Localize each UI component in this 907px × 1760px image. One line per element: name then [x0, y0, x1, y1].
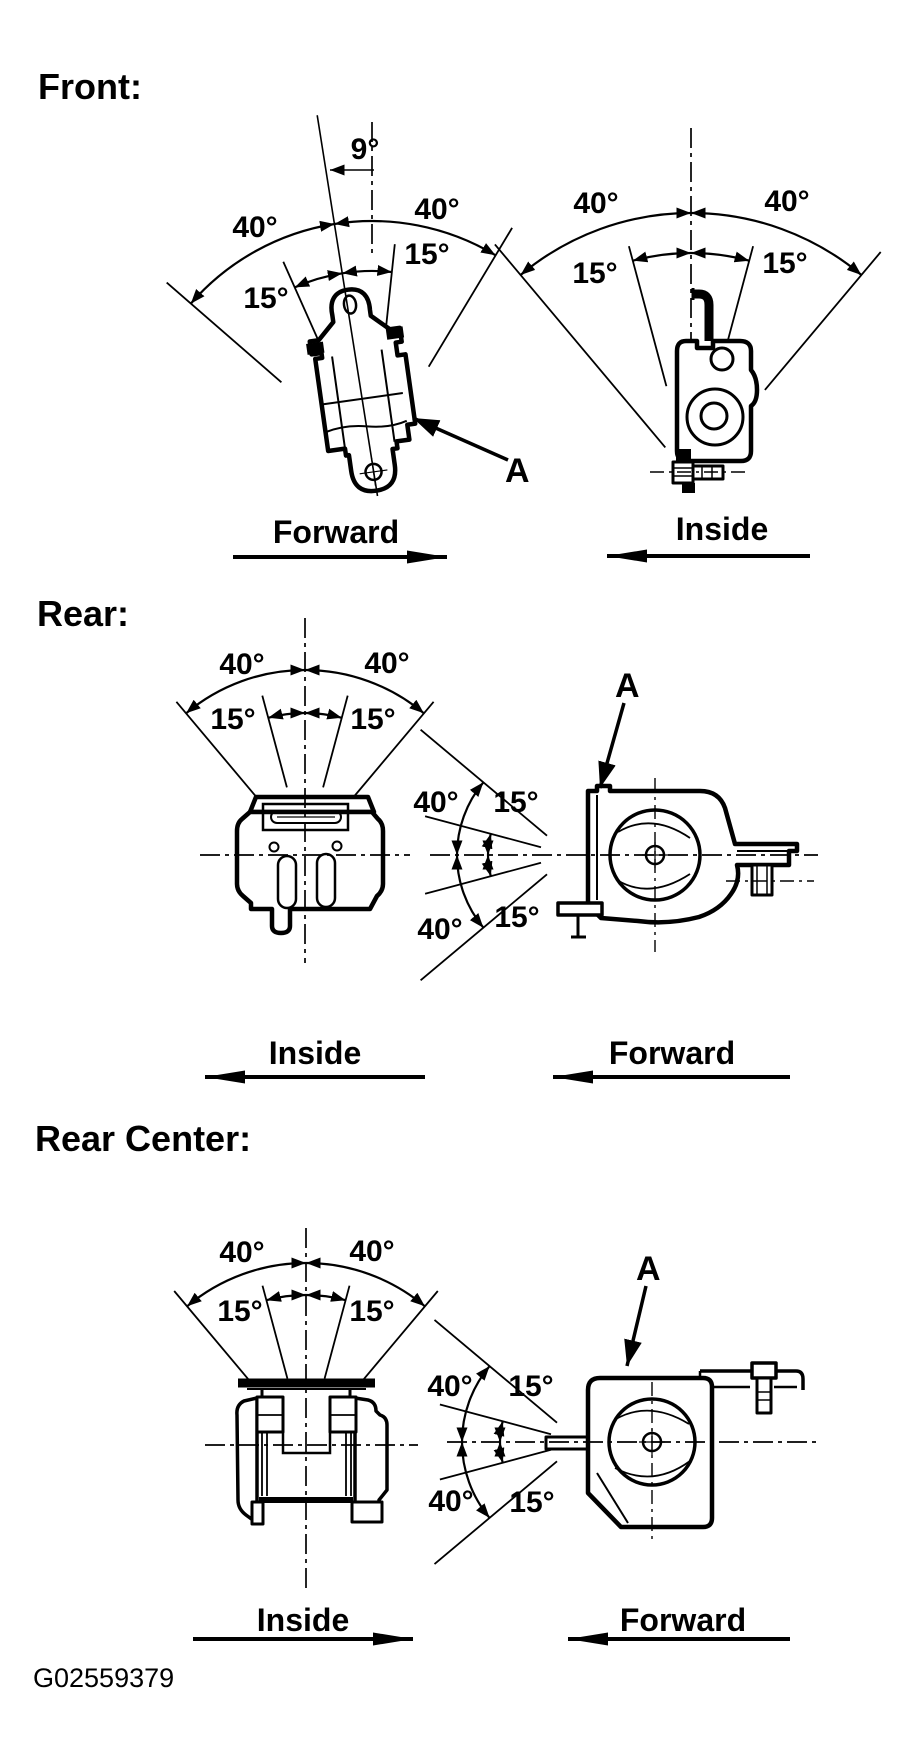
rear-callout-a-arrow [600, 703, 624, 788]
rear-center-section [35, 1118, 818, 1639]
front-right-outer-right-label: 40° [764, 185, 810, 218]
front-section-title: Front: [38, 66, 142, 107]
rear-right-retractor-drawing [558, 786, 797, 937]
front-left-inner-right-label: 15° [404, 238, 450, 271]
rear-center-section-title: Rear Center: [35, 1118, 252, 1159]
figure-id: G02559379 [33, 1663, 175, 1693]
rear-center-right-inner-top-label: 15° [508, 1370, 554, 1403]
rear-section [37, 593, 818, 1077]
rear-callout-a-label: A [615, 667, 640, 705]
rear-right-inner-top-label: 15° [493, 786, 539, 819]
front-inside-label: Inside [675, 511, 769, 547]
front-callout-a-label: A [505, 452, 530, 490]
rear-center-callout-a [627, 1250, 661, 1366]
rear-center-forward-label: Forward [619, 1602, 747, 1638]
rear-center-left-inner-left-label: 15° [217, 1295, 263, 1328]
rear-center-inside-direction [193, 1602, 413, 1639]
front-left-retractor-drawing [299, 283, 424, 498]
rear-center-right-inner-bottom-label: 15° [509, 1486, 555, 1519]
front-left-outer-left-label: 40° [232, 211, 278, 244]
rear-callout-a [600, 667, 640, 788]
front-right-inner-right-label: 15° [762, 247, 808, 280]
rear-left-retractor-drawing [237, 797, 383, 933]
rear-center-callout-a-arrow [627, 1286, 646, 1366]
front-right-inner-left-label: 15° [572, 257, 618, 290]
rear-forward-direction [553, 1035, 790, 1077]
rear-inside-direction [205, 1035, 425, 1077]
rear-left-inner-right-label: 15° [350, 703, 396, 736]
front-callout-a [413, 418, 530, 490]
front-right-outer-left-label: 40° [573, 187, 619, 220]
rear-left-outer-left-label: 40° [219, 648, 265, 681]
rear-center-left-inner-right-label: 15° [349, 1295, 395, 1328]
front-callout-a-arrow [413, 418, 508, 460]
rear-center-right-outer-top-label: 40° [427, 1370, 473, 1403]
front-forward-direction [233, 514, 447, 557]
rear-right-inner-bottom-label: 15° [494, 901, 540, 934]
front-right-retractor-drawing [650, 288, 757, 493]
front-left-diagram [167, 115, 530, 557]
front-left-tilt-label: 9° [350, 133, 380, 166]
rear-left-outer-right-label: 40° [364, 647, 410, 680]
rear-center-left-diagram [174, 1228, 438, 1639]
rear-right-outer-bottom-label: 40° [417, 913, 463, 946]
rear-right-diagram [413, 667, 818, 1077]
rear-center-right-outer-bottom-label: 40° [428, 1485, 474, 1518]
rear-center-callout-a-label: A [636, 1250, 661, 1288]
rear-left-inner-left-label: 15° [210, 703, 256, 736]
rear-center-left-outer-left-label: 40° [219, 1236, 265, 1269]
rear-center-right-retractor-drawing [546, 1363, 803, 1527]
rear-left-diagram [176, 618, 433, 1077]
front-left-inner-left-label: 15° [243, 282, 289, 315]
rear-center-right-diagram [427, 1250, 818, 1639]
rear-center-inside-label: Inside [256, 1602, 350, 1638]
rear-right-outer-top-label: 40° [413, 786, 459, 819]
front-section [38, 66, 881, 557]
rear-center-forward-direction [568, 1602, 790, 1639]
front-right-diagram [495, 128, 881, 556]
rear-forward-label: Forward [608, 1035, 736, 1071]
rear-section-title: Rear: [37, 593, 130, 634]
rear-inside-label: Inside [268, 1035, 362, 1071]
rear-center-left-outer-right-label: 40° [349, 1235, 395, 1268]
front-forward-label: Forward [272, 514, 400, 550]
front-inside-direction [607, 511, 810, 556]
front-left-outer-right-label: 40° [414, 193, 460, 226]
rear-center-left-retractor-drawing [237, 1383, 387, 1524]
